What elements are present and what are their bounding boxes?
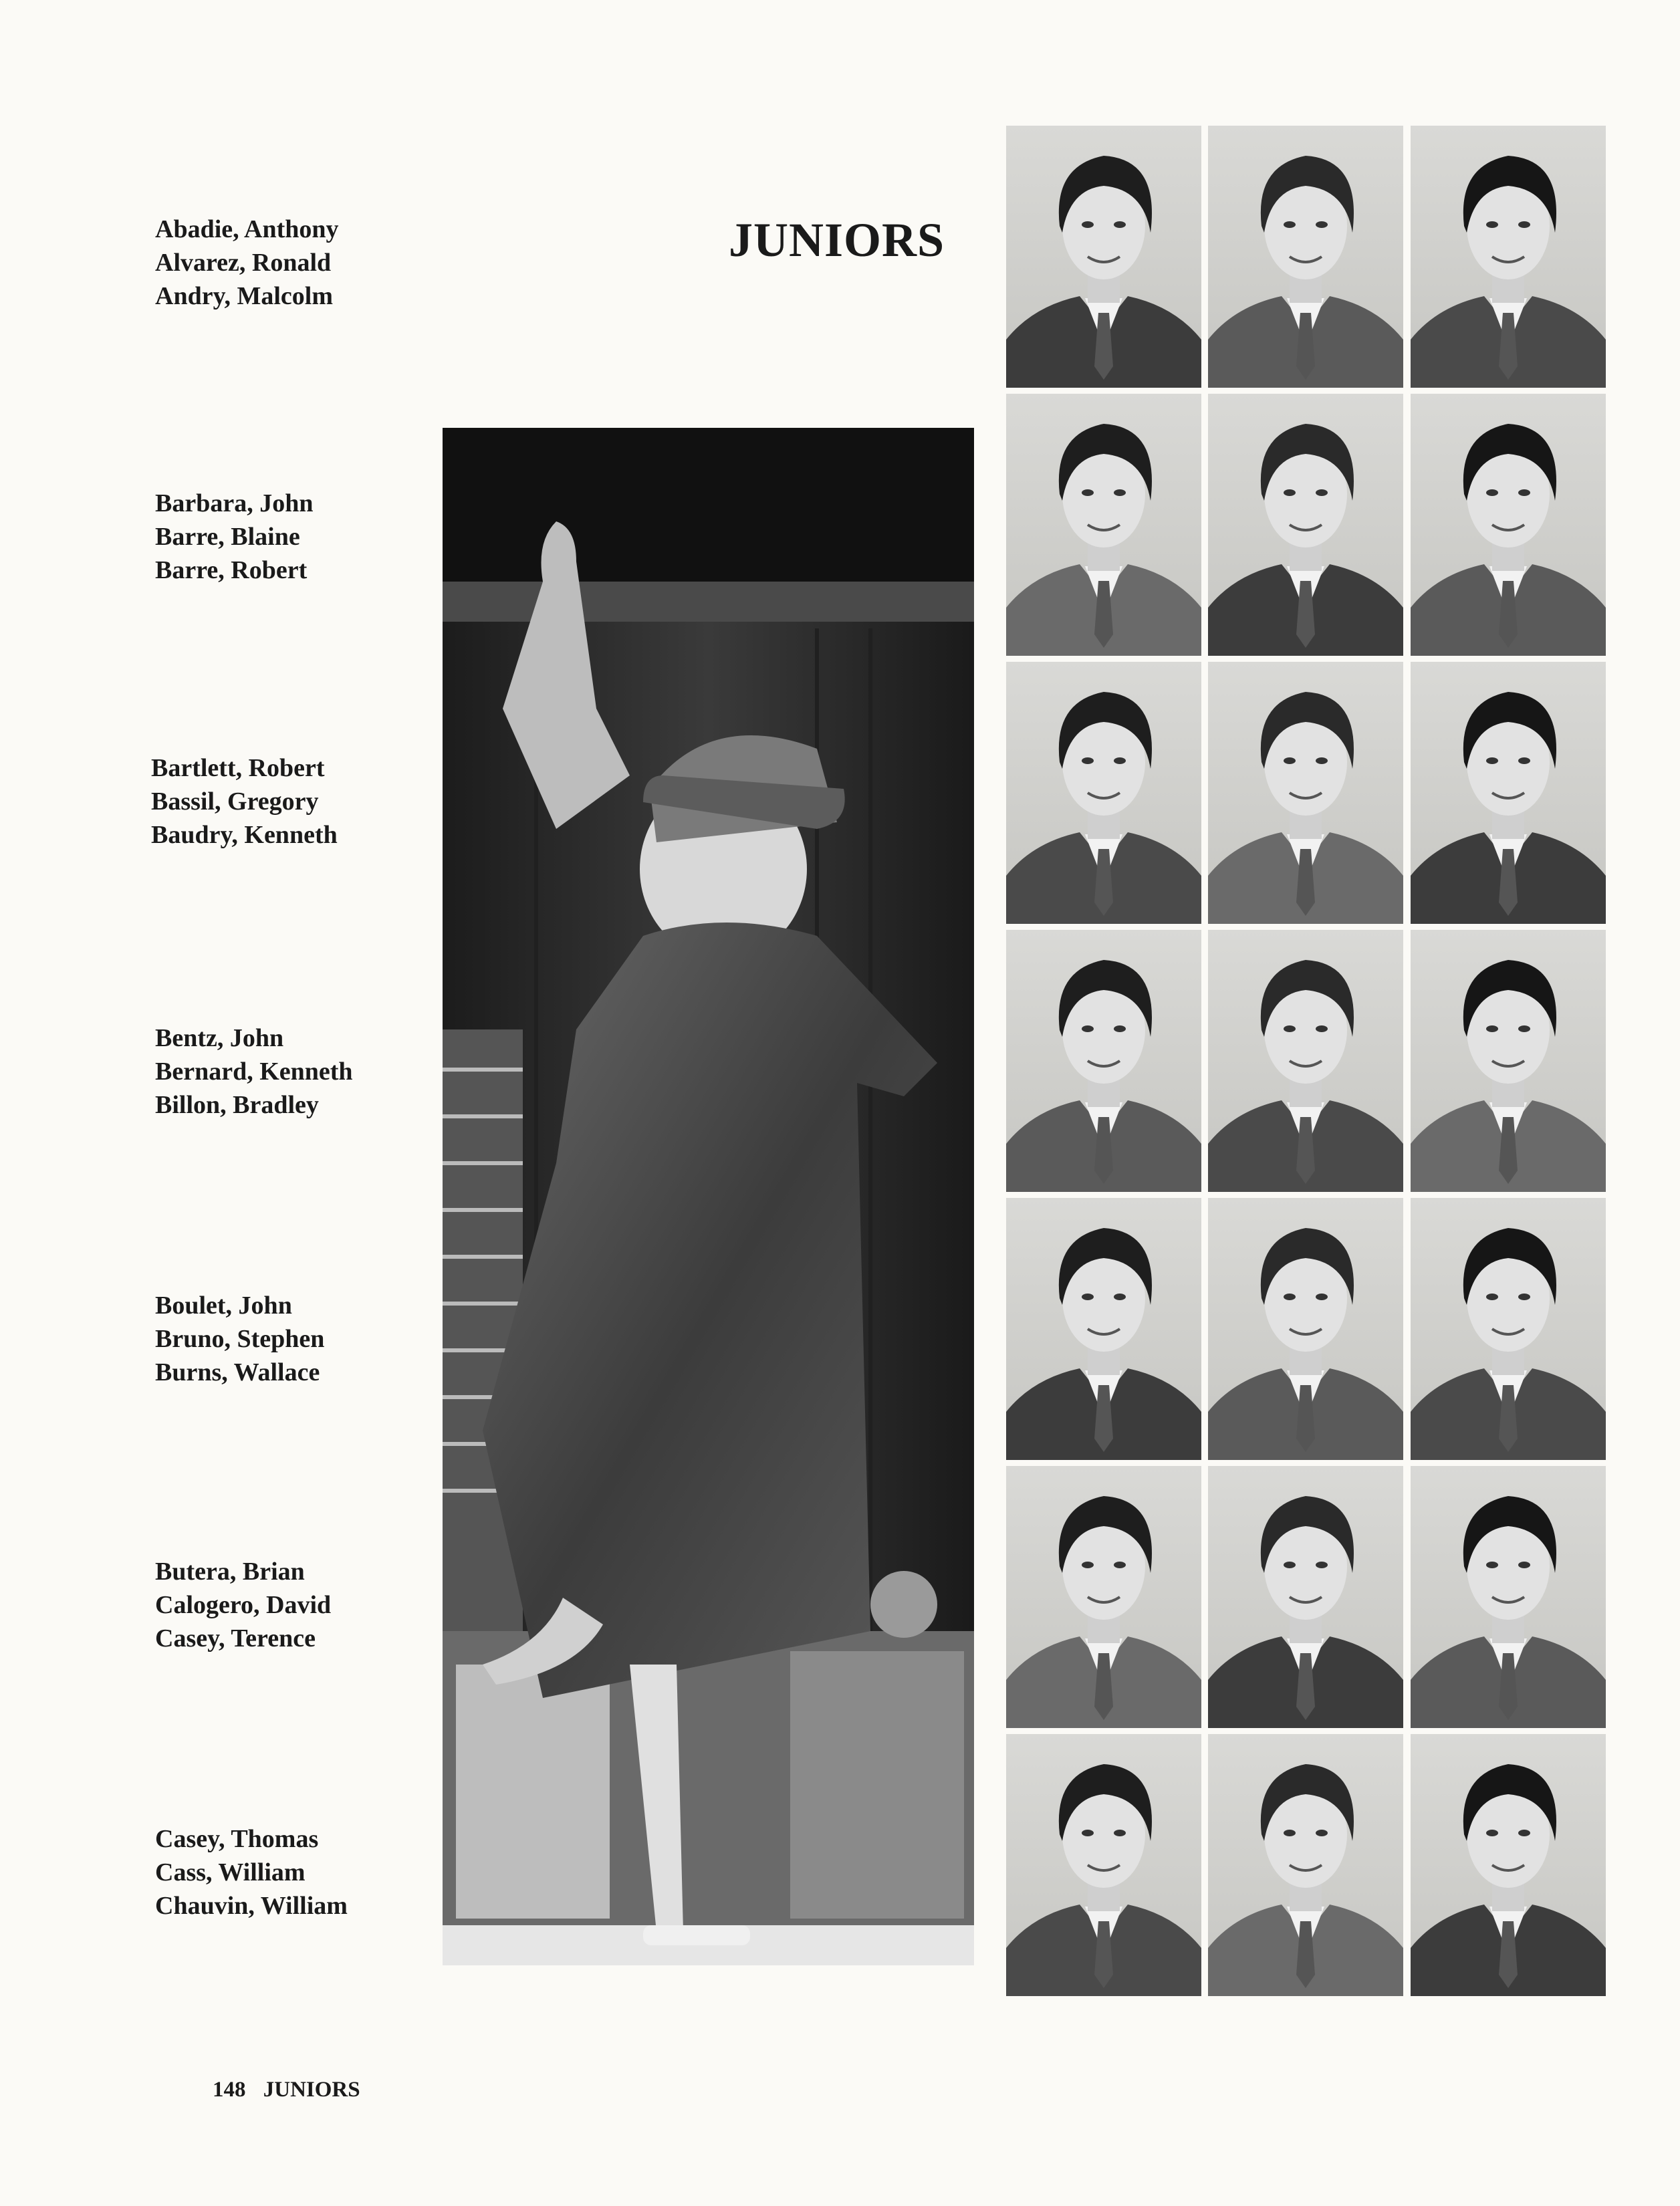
student-name: Abadie, Anthony bbox=[155, 215, 339, 243]
student-name: Barre, Blaine bbox=[155, 523, 300, 551]
student-portrait bbox=[1208, 1198, 1403, 1460]
portrait-photo bbox=[1411, 394, 1606, 656]
portrait-photo bbox=[1208, 1734, 1403, 1996]
student-name: Barre, Robert bbox=[155, 556, 308, 584]
portrait-photo bbox=[1208, 1198, 1403, 1460]
student-portrait bbox=[1006, 930, 1201, 1192]
portrait-photo bbox=[1006, 1198, 1201, 1460]
portrait-photo bbox=[1006, 930, 1201, 1192]
portrait-photo bbox=[1006, 1466, 1201, 1728]
name-group-7 bbox=[155, 1822, 348, 1923]
student-portrait bbox=[1006, 1734, 1201, 1996]
student-name: Chauvin, William bbox=[155, 1892, 348, 1920]
student-name: Cass, William bbox=[155, 1858, 306, 1886]
portrait-photo bbox=[1411, 126, 1606, 388]
portrait-photo bbox=[1411, 930, 1606, 1192]
portrait-photo bbox=[1411, 662, 1606, 924]
portrait-photo bbox=[1208, 662, 1403, 924]
student-portrait bbox=[1411, 662, 1606, 924]
page-footer bbox=[213, 2078, 360, 2102]
portrait-photo bbox=[1411, 1734, 1606, 1996]
portrait-photo bbox=[1208, 394, 1403, 656]
student-name: Casey, Thomas bbox=[155, 1825, 319, 1853]
student-name: Alvarez, Ronald bbox=[155, 249, 332, 277]
candid-stage-photo bbox=[443, 428, 974, 1965]
student-name: Bartlett, Robert bbox=[151, 754, 325, 782]
student-name: Bernard, Kenneth bbox=[155, 1058, 353, 1086]
name-group-1 bbox=[155, 213, 339, 313]
portrait-photo bbox=[1208, 126, 1403, 388]
student-name: Bentz, John bbox=[155, 1024, 284, 1052]
student-portrait bbox=[1006, 394, 1201, 656]
student-portrait bbox=[1006, 662, 1201, 924]
page-number: 148 bbox=[213, 2078, 246, 2102]
portrait-photo bbox=[1006, 662, 1201, 924]
student-portrait bbox=[1208, 126, 1403, 388]
student-name: Casey, Terence bbox=[155, 1624, 316, 1652]
student-name: Boulet, John bbox=[155, 1292, 292, 1320]
candid-photo-illustration bbox=[443, 428, 974, 1965]
student-portrait bbox=[1411, 394, 1606, 656]
name-group-4 bbox=[155, 1021, 353, 1122]
name-group-2 bbox=[155, 487, 313, 587]
student-portrait bbox=[1411, 126, 1606, 388]
portrait-photo bbox=[1411, 1198, 1606, 1460]
student-name: Andry, Malcolm bbox=[155, 282, 333, 310]
portrait-photo bbox=[1006, 394, 1201, 656]
name-group-3 bbox=[151, 751, 338, 852]
student-portrait bbox=[1006, 1466, 1201, 1728]
student-portrait bbox=[1411, 930, 1606, 1192]
student-name: Barbara, John bbox=[155, 489, 314, 517]
student-portrait bbox=[1208, 394, 1403, 656]
student-portrait bbox=[1411, 1466, 1606, 1728]
portrait-grid bbox=[1006, 126, 1608, 2001]
student-name: Bruno, Stephen bbox=[155, 1325, 325, 1353]
student-name: Billon, Bradley bbox=[155, 1091, 319, 1119]
name-group-5 bbox=[155, 1289, 324, 1389]
portrait-photo bbox=[1006, 1734, 1201, 1996]
student-portrait bbox=[1208, 1734, 1403, 1996]
page-title: JUNIORS bbox=[729, 213, 945, 267]
student-portrait bbox=[1006, 126, 1201, 388]
student-portrait bbox=[1208, 930, 1403, 1192]
name-group-6 bbox=[155, 1555, 331, 1655]
student-name: Butera, Brian bbox=[155, 1558, 305, 1586]
portrait-photo bbox=[1208, 930, 1403, 1192]
student-name: Calogero, David bbox=[155, 1591, 332, 1619]
student-name: Bassil, Gregory bbox=[151, 787, 319, 816]
student-portrait bbox=[1411, 1198, 1606, 1460]
student-portrait bbox=[1208, 662, 1403, 924]
student-portrait bbox=[1208, 1466, 1403, 1728]
footer-section: JUNIORS bbox=[263, 2078, 360, 2102]
student-name: Baudry, Kenneth bbox=[151, 821, 338, 849]
student-portrait bbox=[1006, 1198, 1201, 1460]
portrait-photo bbox=[1006, 126, 1201, 388]
student-portrait bbox=[1411, 1734, 1606, 1996]
portrait-photo bbox=[1208, 1466, 1403, 1728]
portrait-photo bbox=[1411, 1466, 1606, 1728]
student-name: Burns, Wallace bbox=[155, 1358, 320, 1386]
